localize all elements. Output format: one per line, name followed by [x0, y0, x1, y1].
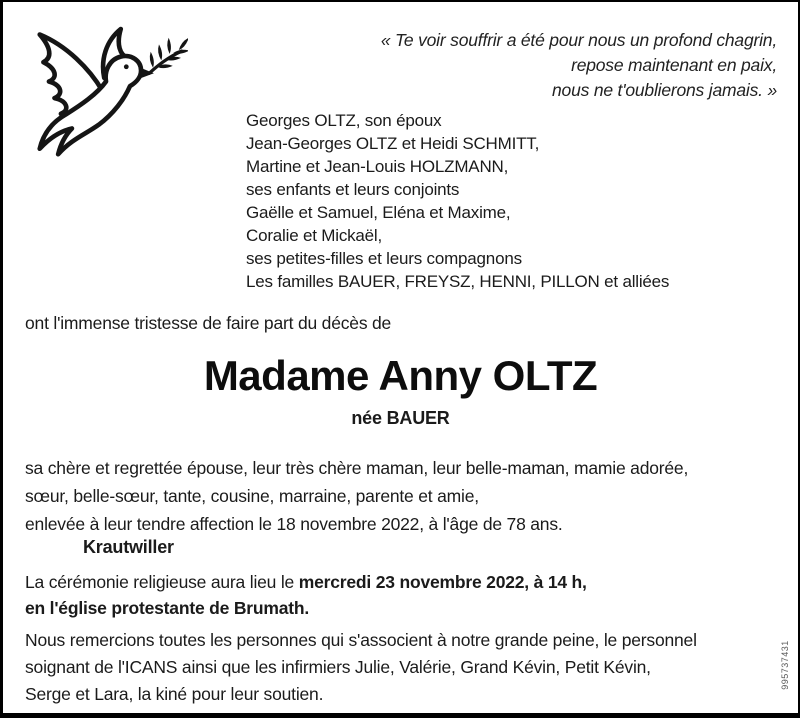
- family-line: Martine et Jean-Louis HOLZMANN,: [246, 157, 509, 176]
- ceremony-line: [25, 569, 785, 595]
- epitaph-quote: [381, 28, 777, 103]
- quote-line: « Te voir souffrir a été pour nous un profond chagrin,: [380, 30, 777, 50]
- deceased-maiden-name: née BAUER: [351, 408, 450, 428]
- family-line: Coralie et Mickaël,: [246, 226, 383, 245]
- ceremony-prefix: La cérémonie religieuse aura lieu le: [25, 572, 299, 592]
- announcement-intro: ont l'immense tristesse de faire part du décès de: [25, 313, 392, 333]
- family-line: Georges OLTZ, son époux: [246, 111, 442, 130]
- ceremony-details: [25, 569, 785, 621]
- family-line: ses petites-filles et leurs compagnons: [246, 249, 522, 268]
- tribute-line: enlevée à leur tendre affection le 18 novembre 2022, à l'âge de 78 ans.: [25, 514, 563, 534]
- tribute-paragraph: [25, 454, 785, 538]
- tribute-line: sa chère et regrettée épouse, leur très chère maman, leur belle-maman, mamie adorée,: [25, 458, 689, 478]
- family-line: Jean-Georges OLTZ et Heidi SCHMITT,: [246, 134, 540, 153]
- dove-eye: [124, 64, 129, 69]
- thanks-line: Serge et Lara, la kiné pour leur soutien.: [25, 684, 324, 704]
- tribute-line: sœur, belle-sœur, tante, cousine, marraine, parente et amie,: [25, 486, 479, 506]
- quote-line: nous ne t'oublierons jamais. »: [552, 80, 777, 100]
- olive-branch-stem: [149, 51, 181, 73]
- ceremony-date: mercredi 23 novembre 2022, à 14 h,: [298, 572, 587, 592]
- thanks-paragraph: [25, 627, 777, 708]
- deceased-name: Madame Anny OLTZ: [203, 352, 598, 399]
- ceremony-location: en l'église protestante de Brumath.: [25, 598, 310, 618]
- reference-number: 995737431: [780, 640, 790, 690]
- family-line: Les familles BAUER, FREYSZ, HENNI, PILLON et alliées: [246, 272, 670, 291]
- thanks-line: soignant de l'ICANS ainsi que les infirmiers Julie, Valérie, Grand Kévin, Petit Kévin,: [25, 657, 651, 677]
- quote-line: repose maintenant en paix,: [571, 55, 777, 75]
- olive-branch-leaves: [149, 37, 188, 70]
- family-line: Gaëlle et Samuel, Eléna et Maxime,: [246, 203, 511, 222]
- family-line: ses enfants et leurs conjoints: [246, 180, 460, 199]
- place-name: Krautwiller: [83, 537, 174, 557]
- dove-icon: [13, 20, 188, 178]
- family-list: [246, 109, 669, 293]
- thanks-line: Nous remercions toutes les personnes qui s'associent à notre grande peine, le personnel: [25, 630, 697, 650]
